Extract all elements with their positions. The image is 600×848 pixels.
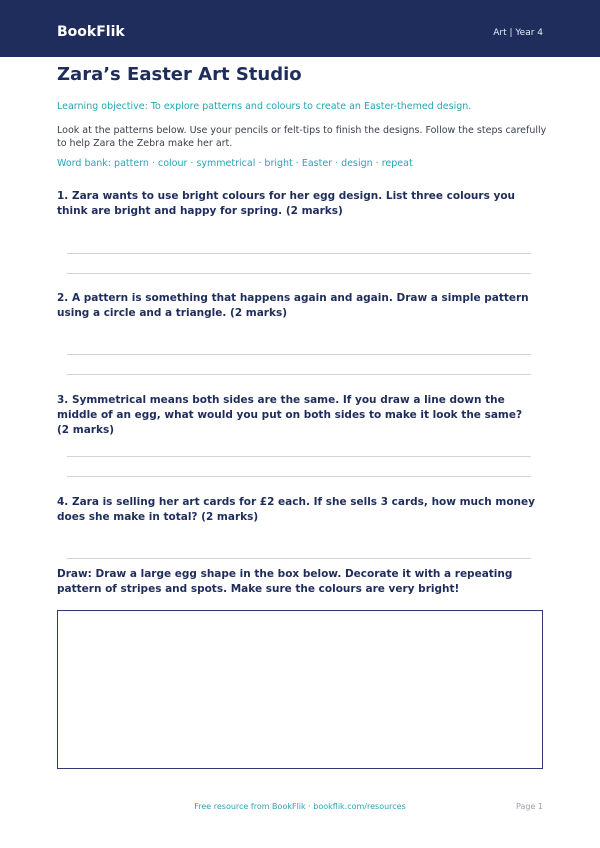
answer-line[interactable] [67,374,531,375]
answer-line[interactable] [67,558,531,559]
question-2: 2. A pattern is something that happens again and again. Draw a simple pattern using a circle and a triangle. (2 marks) [57,292,529,319]
answer-line[interactable] [67,354,531,355]
word-bank: Word bank: pattern · colour · symmetrical · bright · Easter · design · repeat [57,158,413,169]
intro-text: Look at the patterns below. Use your pencils or felt-tips to finish the designs. Follow the steps carefully to help Zara the Zebra make her art. [57,125,547,149]
draw-instruction: Draw: Draw a large egg shape in the box below. Decorate it with a repeating pattern of stripes and spots. Make sure the colours are very bright! [57,568,513,595]
page-number: Page 1 [516,802,543,811]
brand-logo: BookFlik [57,24,125,40]
answer-line[interactable] [67,456,531,457]
answer-line[interactable] [67,253,531,254]
subject-label: Art | Year 4 [493,28,543,38]
header-bar [0,0,600,57]
footer-resource: Free resource from BookFlik · bookflik.com/resources [194,802,406,811]
question-3: 3. Symmetrical means both sides are the same. If you draw a line down the middle of an egg, what would you put on both sides to make it look the same? (2 marks) [57,394,523,436]
learning-objective: Learning objective: To explore patterns and colours to create an Easter-themed design. [57,101,472,112]
answer-line[interactable] [67,476,531,477]
question-4: 4. Zara is selling her art cards for £2 each. If she sells 3 cards, how much money does she make in total? (2 marks) [57,496,535,523]
answer-line[interactable] [67,273,531,274]
drawing-box[interactable] [57,610,543,769]
worksheet-title: Zara’s Easter Art Studio [57,64,302,85]
question-1: 1. Zara wants to use bright colours for her egg design. List three colours you think are bright and happy for spring. (2 marks) [57,190,516,217]
